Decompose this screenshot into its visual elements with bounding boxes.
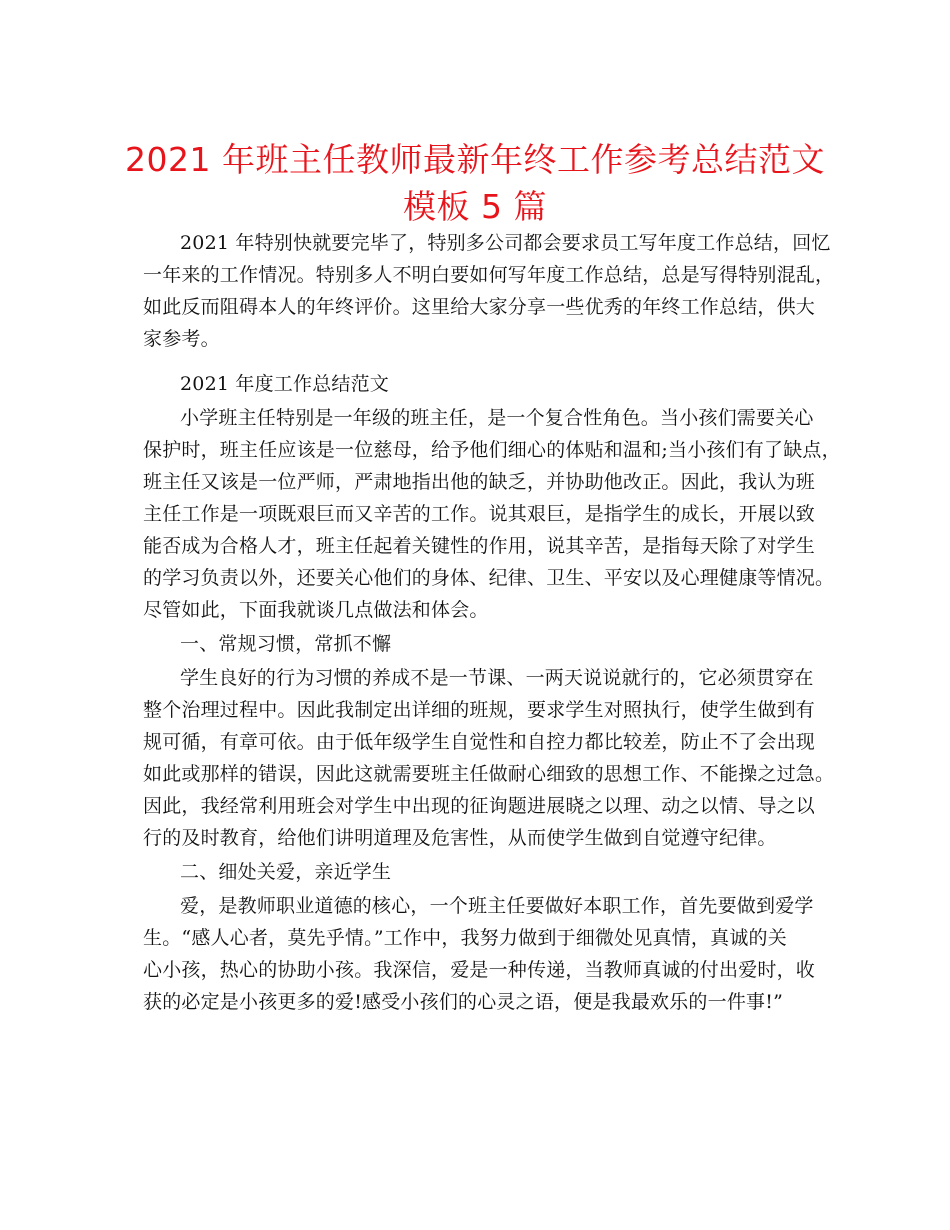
section-heading: 2021 年度工作总结范文 — [180, 373, 389, 395]
paragraph-line: 整个治理过程中。因此我制定出详细的班规，要求学生对照执行，使学生做到有 — [143, 699, 816, 721]
paragraph-line: 小学班主任特别是一年级的班主任，是一个复合性角色。当小孩们需要关心 — [180, 407, 814, 429]
paragraph-line: 的学习负责以外，还要关心他们的身体、纪律、卫生、平安以及心理健康等情况。 — [143, 567, 835, 589]
paragraph-line: 因此，我经常利用班会对学生中出现的征询题进展晓之以理、动之以情、导之以 — [143, 795, 816, 817]
paragraph-line: 如此反而阻碍本人的年终评价。这里给大家分享一些优秀的年终工作总结，供大 — [143, 296, 816, 318]
paragraph-line: 爱，是教师职业道德的核心，一个班主任要做好本职工作，首先要做到爱学 — [180, 895, 814, 917]
paragraph-line: 主任工作是一项既艰巨而又辛苦的工作。说其艰巨，是指学生的成长，开展以致 — [143, 503, 816, 525]
paragraph-line: 行的及时教育，给他们讲明道理及危害性，从而使学生做到自觉遵守纪律。 — [143, 827, 777, 849]
paragraph-line: 规可循，有章可依。由于低年级学生自觉性和自控力都比较差，防止不了会出现 — [143, 731, 816, 753]
paragraph-line: 一年来的工作情况。特别多人不明白要如何写年度工作总结，总是写得特别混乱， — [143, 264, 835, 286]
section-heading: 二、细处关爱，亲近学生 — [180, 861, 392, 883]
paragraph-line: 学生良好的行为习惯的养成不是一节课、一两天说说就行的，它必须贯穿在 — [180, 667, 814, 689]
paragraph-line: 生。“感人心者，莫先乎情。”工作中，我努力做到于细微处见真情，真诚的关 — [143, 927, 787, 949]
paragraph-line: 如此或那样的错误，因此这就需要班主任做耐心细致的思想工作、不能操之过急。 — [143, 763, 835, 785]
paragraph-line: 班主任又该是一位严师，严肃地指出他的缺乏，并协助他改正。因此，我认为班 — [143, 471, 816, 493]
paragraph-line: 获的必定是小孩更多的爱!感受小孩们的心灵之语，便是我最欢乐的一件事!” — [143, 991, 783, 1013]
document-title-line-2: 模板 5 篇 — [403, 187, 547, 226]
paragraph-line: 心小孩，热心的协助小孩。我深信，爱是一种传递，当教师真诚的付出爱时，收 — [143, 959, 816, 981]
paragraph-line: 2021 年特别快就要完毕了，特别多公司都会要求员工写年度工作总结，回忆 — [180, 232, 831, 254]
paragraph-line: 保护时，班主任应该是一位慈母，给予他们细心的体贴和温和;当小孩们有了缺点， — [143, 439, 841, 461]
paragraph-line: 能否成为合格人才，班主任起着关键性的作用，说其辛苦，是指每天除了对学生 — [143, 535, 816, 557]
document-title-line-1: 2021 年班主任教师最新年终工作参考总结范文 — [125, 140, 825, 179]
paragraph-line: 家参考。 — [143, 328, 220, 350]
section-heading: 一、常规习惯，常抓不懈 — [180, 633, 392, 655]
paragraph-line: 尽管如此，下面我就谈几点做法和体会。 — [143, 599, 489, 621]
